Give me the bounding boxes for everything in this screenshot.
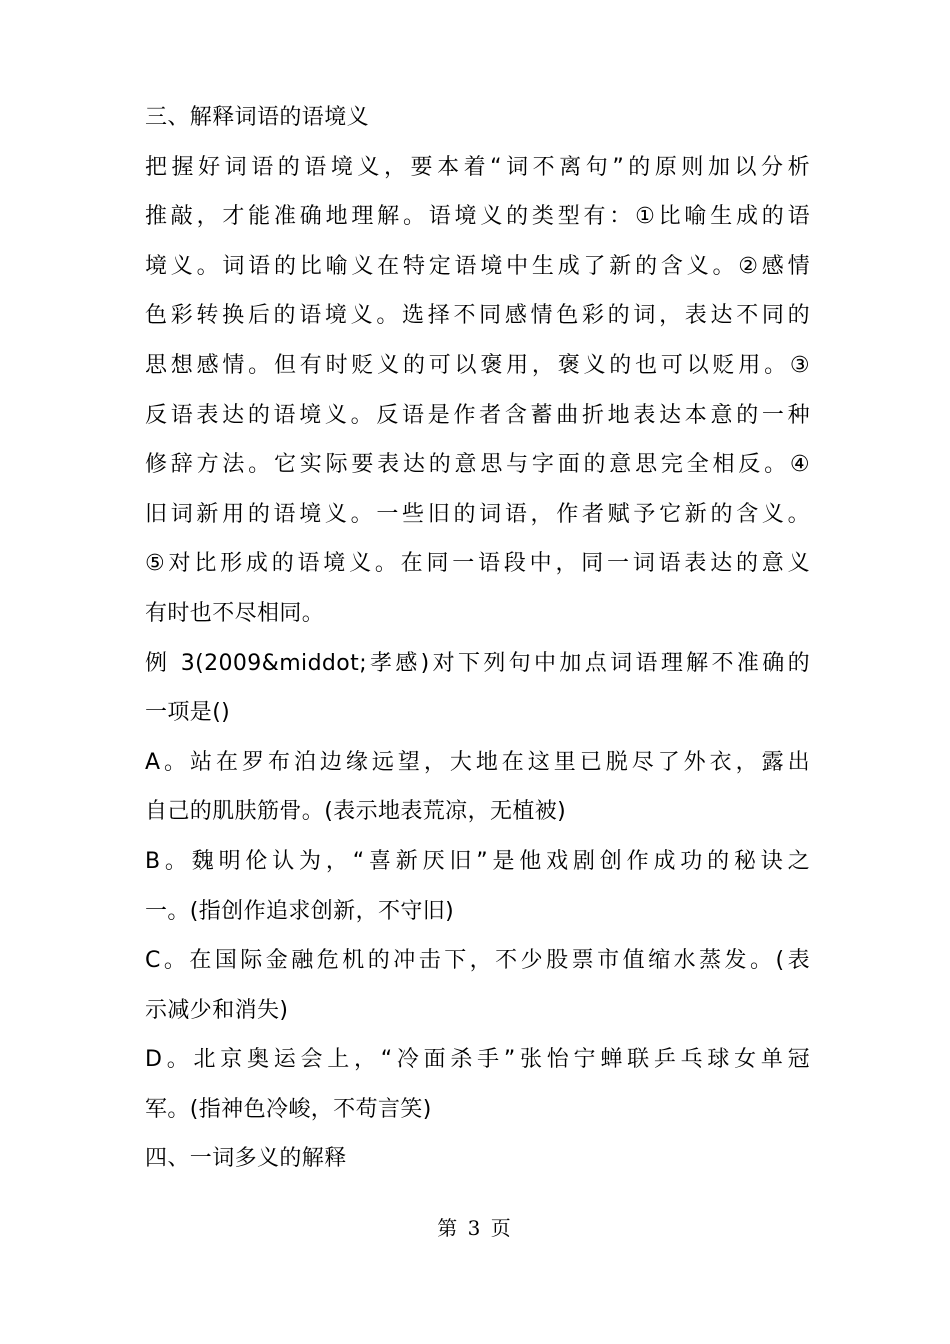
option-a-line: A。站在罗布泊边缘远望，大地在这里已脱尽了外衣，露出	[145, 749, 810, 775]
page-number: 第 3 页	[437, 1216, 513, 1240]
body-line: 境义。词语的比喻义在特定语境中生成了新的含义。②感情	[145, 253, 810, 279]
option-b-line: 一。(指创作追求创新，不守旧)	[145, 898, 455, 924]
body-line: 旧词新用的语境义。一些旧的词语，作者赋予它新的含义。	[145, 501, 810, 527]
body-line: ⑤对比形成的语境义。在同一语段中，同一词语表达的意义	[145, 551, 810, 577]
option-a-line: 自己的肌肤筋骨。(表示地表荒凉，无植被)	[145, 799, 567, 825]
example-question-line: 一项是()	[145, 700, 231, 726]
section-heading: 三、解释词语的语境义	[145, 105, 370, 130]
section-heading: 四、一词多义的解释	[145, 1146, 347, 1172]
document-body	[145, 93, 810, 1184]
option-c-line: C。在国际金融危机的冲击下，不少股票市值缩水蒸发。(表	[145, 948, 810, 974]
body-line: 反语表达的语境义。反语是作者含蓄曲折地表达本意的一种	[145, 402, 810, 428]
body-line: 色彩转换后的语境义。选择不同感情色彩的词，表达不同的	[145, 303, 810, 329]
body-line: 推敲，才能准确地理解。语境义的类型有：①比喻生成的语	[145, 204, 810, 230]
body-line: 把握好词语的语境义，要本着“词不离句”的原则加以分析	[145, 154, 810, 180]
option-d-line: D。北京奥运会上，“冷面杀手”张怡宁蝉联乒乓球女单冠	[145, 1047, 810, 1073]
body-line: 修辞方法。它实际要表达的意思与字面的意思完全相反。④	[145, 452, 810, 478]
body-line: 有时也不尽相同。	[145, 600, 325, 626]
body-line: 思想感情。但有时贬义的可以褒用，褒义的也可以贬用。③	[145, 352, 810, 378]
example-question-line: 例 3(2009&middot;孝感)对下列句中加点词语理解不准确的	[145, 650, 810, 676]
option-b-line: B。魏明伦认为，“喜新厌旧”是他戏剧创作成功的秘诀之	[145, 848, 810, 874]
option-d-line: 军。(指神色冷峻，不苟言笑)	[145, 1096, 432, 1122]
option-c-line: 示减少和消失)	[145, 997, 289, 1023]
